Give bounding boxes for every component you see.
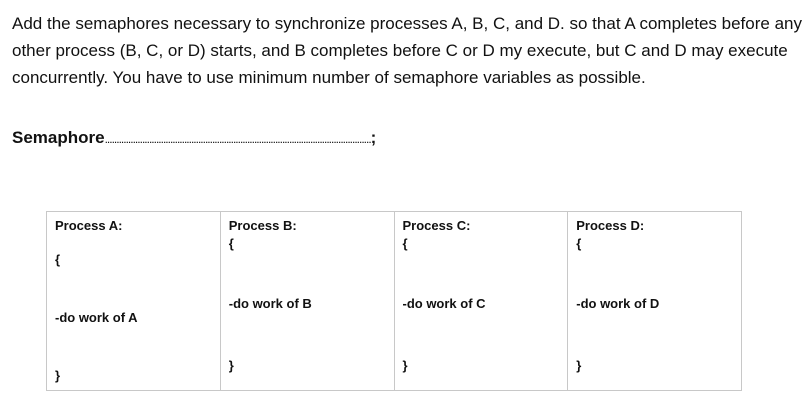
process-d-title: Process D: bbox=[576, 218, 645, 233]
process-a-close-brace: } bbox=[55, 368, 61, 383]
process-d-work: -do work of D bbox=[576, 296, 660, 311]
process-b-cell bbox=[220, 212, 394, 391]
semaphore-declaration bbox=[12, 128, 376, 148]
process-c-title: Process C: bbox=[402, 218, 471, 233]
process-b-work: -do work of B bbox=[228, 296, 312, 311]
process-c-work: -do work of C bbox=[402, 296, 486, 311]
process-d-cell bbox=[568, 212, 742, 391]
process-a-open-brace: { bbox=[55, 252, 61, 267]
process-table bbox=[46, 211, 742, 391]
semaphore-fill-dots: .................................................................................................................. bbox=[104, 132, 371, 146]
process-d-open-brace: { bbox=[576, 236, 582, 251]
semaphore-label: Semaphore bbox=[12, 128, 105, 147]
process-a-cell bbox=[47, 212, 221, 391]
question-text: Add the semaphores necessary to synchronize processes A, B, C, and D. so that A completes before any other process (B, C, or D) starts, and B completes before C or D my execute, but C and D may execute concurrently. You have to use minimum number of semaphore variables as possible. bbox=[12, 14, 802, 87]
process-c-cell bbox=[394, 212, 568, 391]
process-c-open-brace: { bbox=[402, 236, 408, 251]
table-row bbox=[47, 212, 742, 391]
process-d-close-brace: } bbox=[576, 358, 582, 373]
process-a-title: Process A: bbox=[55, 218, 123, 233]
process-b-title: Process B: bbox=[228, 218, 297, 233]
process-b-open-brace: { bbox=[228, 236, 234, 251]
process-b-close-brace: } bbox=[228, 358, 234, 373]
process-c-close-brace: } bbox=[402, 358, 408, 373]
semaphore-terminator: ; bbox=[370, 128, 377, 147]
process-a-work: -do work of A bbox=[55, 310, 138, 325]
